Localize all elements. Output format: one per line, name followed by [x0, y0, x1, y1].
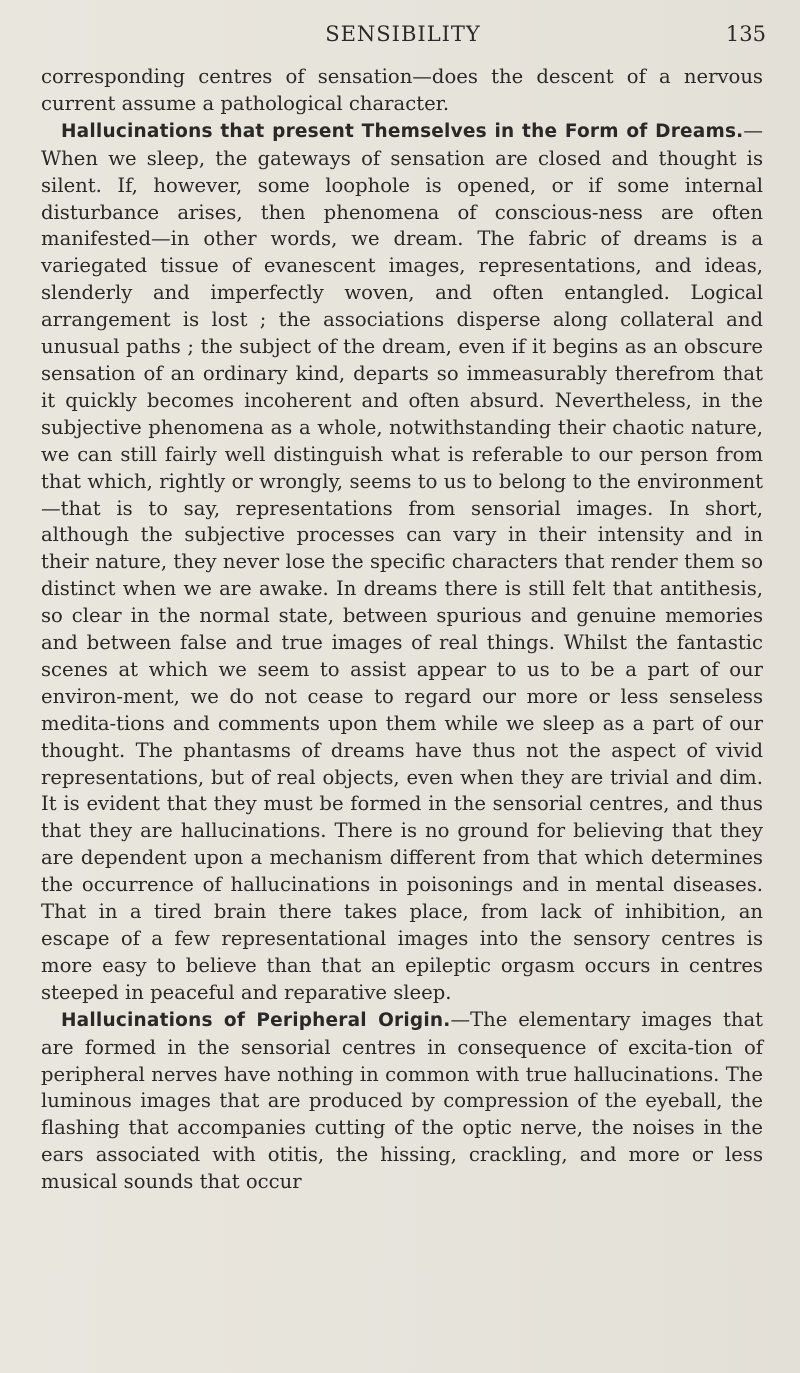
paragraph-continuation: [41, 64, 763, 118]
paragraph-dreams: [41, 118, 763, 1007]
paragraph-peripheral: [41, 1007, 763, 1196]
section-heading-dreams: Hallucinations that present Themselves in the Form of Dreams.: [61, 120, 744, 142]
paragraph-text: —When we sleep, the gateways of sensation are closed and thought is silent. If, however, some loophole is opened, or if some internal disturbance arises, then phenomena of conscious-ness are often manifested—in other words, we dream. The fabric of dreams is a variegated tissue of evanescent images, representations, and ideas, slenderly and imperfectly woven, and often entangled. Logical arrangement is lost ; the associations disperse along collateral and unusual paths ; the subject of the dream, even if it begins as an obscure sensation of an ordinary kind, departs so immeasurably therefrom that it quickly becomes incoherent and often absurd. Nevertheless, in the subjective phenomena as a whole, notwithstanding their chaotic nature, we can still fairly well distinguish what is referable to our person from that which, rightly or wrongly, seems to us to belong to the environment—that is to say, representations from sensorial images. In short, although the subjective processes can vary in their intensity and in their nature, they never lose the specific characters that render them so distinct when we are awake. In dreams there is still felt that antithesis, so clear in the normal state, between spurious and genuine memories and between false and true images of real things. Whilst the fantastic scenes at which we seem to assist appear to us to be a part of our environ-ment, we do not cease to regard our more or less senseless medita-tions and comments upon them while we sleep as a part of our thought. The phantasms of dreams have thus not the aspect of vivid representations, but of real objects, even when they are trivial and dim. It is evident that they must be formed in the sensorial centres, and thus that they are hallucinations. There is no ground for believing that they are dependent upon a mechanism different from that which determines the occurrence of hallucinations in poisonings and in mental diseases. That in a tired brain there takes place, from lack of inhibition, an escape of a few representational images into the sensory centres is more easy to believe than that an epileptic orgasm occurs in centres steeped in peaceful and reparative sleep.: [41, 118, 763, 1004]
running-head: [40, 22, 766, 52]
running-title: SENSIBILITY: [325, 22, 481, 46]
paragraph-text: corresponding centres of sensation—does the descent of a nervous current assume a pathological character.: [41, 65, 763, 115]
section-heading-peripheral: Hallucinations of Peripheral Origin.: [61, 1009, 451, 1031]
page-number: 135: [725, 22, 766, 46]
body-text: [41, 64, 763, 1196]
paragraph-text: —The elementary images that are formed in the sensorial centres in consequence of excita-tion of peripheral nerves have nothing in common with true hallucinations. The luminous images that are produced by compression of the eyeball, the flashing that accompanies cutting of the optic nerve, the noises in the ears associated with otitis, the hissing, crackling, and more or less musical sounds that occur: [41, 1007, 764, 1194]
